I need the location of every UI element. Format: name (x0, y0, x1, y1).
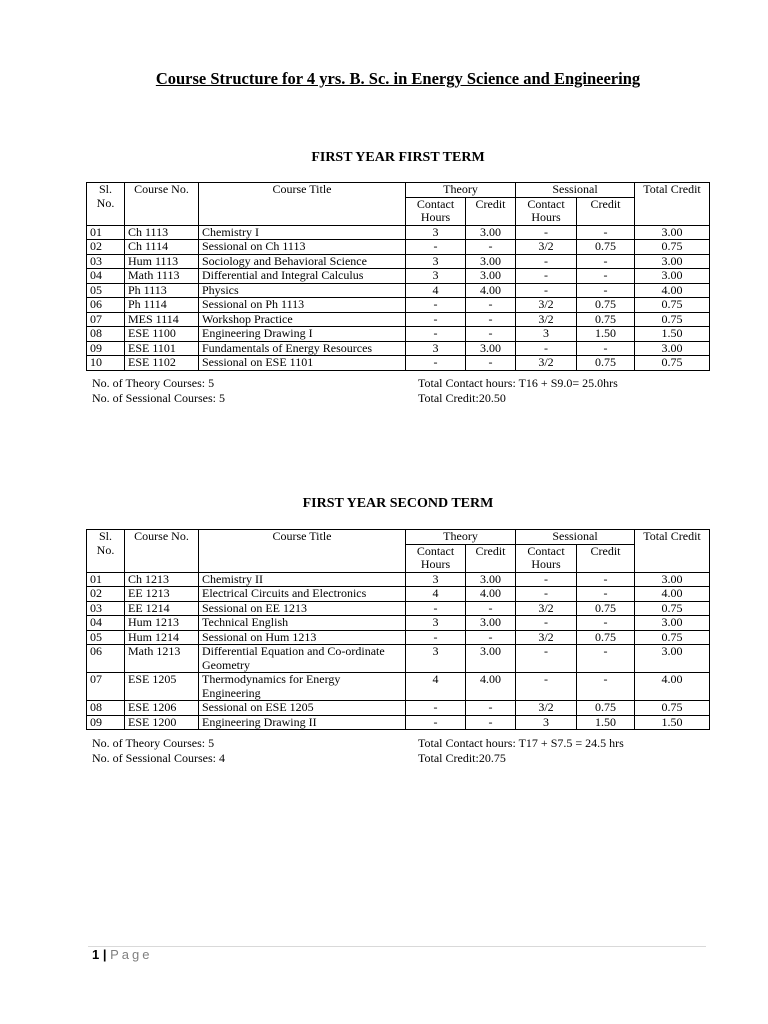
cell-sl: 06 (87, 645, 125, 673)
cell-sessional-credit: 1.50 (577, 715, 635, 730)
term-heading: FIRST YEAR SECOND TERM (302, 496, 494, 511)
cell-theory-credit: 3.00 (466, 616, 516, 631)
footer-rule (88, 946, 706, 947)
cell-course-no: Ch 1114 (125, 240, 199, 255)
cell-theory-credit: - (466, 240, 516, 255)
total-contact-hours: Total Contact hours: T17 + S7.5 = 24.5 hrs (418, 736, 624, 750)
col-header-theory: Theory (406, 183, 516, 198)
cell-theory-hours: - (406, 630, 466, 645)
cell-theory-credit: - (466, 298, 516, 313)
table-row (87, 269, 710, 284)
cell-course-title: Sessional on Ph 1113 (199, 298, 406, 313)
cell-theory-credit: - (466, 327, 516, 342)
cell-sessional-credit: 0.75 (577, 356, 635, 371)
cell-sessional-credit: 0.75 (577, 312, 635, 327)
col-header-sessional-credit: Credit (577, 197, 635, 225)
cell-course-title: Sociology and Behavioral Science (199, 254, 406, 269)
cell-theory-hours: - (406, 601, 466, 616)
total-credit: Total Credit:20.50 (418, 391, 506, 405)
cell-sl: 08 (87, 327, 125, 342)
cell-theory-credit: 4.00 (466, 673, 516, 701)
cell-course-no: Math 1113 (125, 269, 199, 284)
theory-course-count: No. of Theory Courses: 5 (92, 736, 215, 750)
cell-sessional-credit: 0.75 (577, 601, 635, 616)
cell-course-no: EE 1214 (125, 601, 199, 616)
cell-course-no: MES 1114 (125, 312, 199, 327)
cell-sl: 01 (87, 225, 125, 240)
cell-course-title: Chemistry I (199, 225, 406, 240)
cell-course-title: Engineering Drawing I (199, 327, 406, 342)
cell-total-credit: 3.00 (635, 616, 710, 631)
cell-total-credit: 0.75 (635, 240, 710, 255)
col-header-sessional-credit: Credit (577, 544, 635, 572)
document-title: Course Structure for 4 yrs. B. Sc. in Energy Science and Engineering (155, 69, 641, 88)
cell-sessional-credit: - (577, 572, 635, 587)
cell-total-credit: 1.50 (635, 327, 710, 342)
cell-sl: 03 (87, 601, 125, 616)
table-row (87, 587, 710, 602)
cell-sl: 05 (87, 630, 125, 645)
cell-total-credit: 0.75 (635, 601, 710, 616)
cell-sessional-credit: 0.75 (577, 240, 635, 255)
total-contact-hours: Total Contact hours: T16 + S9.0= 25.0hrs (418, 376, 618, 390)
cell-theory-hours: - (406, 701, 466, 716)
col-header-theory-credit: Credit (466, 544, 516, 572)
cell-theory-credit: 3.00 (466, 341, 516, 356)
cell-theory-credit: - (466, 630, 516, 645)
cell-sessional-hours: - (516, 341, 577, 356)
cell-sessional-credit: 0.75 (577, 701, 635, 716)
cell-total-credit: 3.00 (635, 341, 710, 356)
cell-course-no: Hum 1113 (125, 254, 199, 269)
course-table-body (87, 225, 710, 370)
cell-course-no: Ph 1114 (125, 298, 199, 313)
cell-total-credit: 0.75 (635, 298, 710, 313)
cell-total-credit: 3.00 (635, 645, 710, 673)
col-header-sessional-contact-hours: Contact Hours (516, 544, 577, 572)
cell-theory-hours: 3 (406, 225, 466, 240)
cell-sessional-hours: 3/2 (516, 298, 577, 313)
cell-course-title: Sessional on Ch 1113 (199, 240, 406, 255)
cell-total-credit: 4.00 (635, 587, 710, 602)
table-row (87, 630, 710, 645)
cell-sessional-credit: - (577, 645, 635, 673)
cell-sessional-hours: - (516, 673, 577, 701)
cell-course-no: Ch 1113 (125, 225, 199, 240)
cell-sessional-hours: - (516, 587, 577, 602)
cell-course-title: Sessional on Hum 1213 (199, 630, 406, 645)
cell-theory-credit: 3.00 (466, 269, 516, 284)
cell-course-title: Sessional on ESE 1205 (199, 701, 406, 716)
cell-sessional-hours: - (516, 254, 577, 269)
cell-sessional-credit: - (577, 225, 635, 240)
cell-total-credit: 0.75 (635, 701, 710, 716)
col-header-theory-contact-hours: Contact Hours (406, 197, 466, 225)
col-header-course-title: Course Title (199, 183, 406, 226)
col-header-total-credit: Total Credit (635, 530, 710, 573)
cell-theory-hours: - (406, 298, 466, 313)
cell-theory-hours: - (406, 240, 466, 255)
cell-theory-credit: - (466, 312, 516, 327)
cell-course-no: Ph 1113 (125, 283, 199, 298)
col-header-sl: Sl. No. (87, 530, 125, 573)
cell-sl: 08 (87, 701, 125, 716)
cell-sl: 04 (87, 269, 125, 284)
cell-theory-hours: 3 (406, 645, 466, 673)
term-summary (92, 736, 692, 766)
cell-total-credit: 0.75 (635, 630, 710, 645)
table-row (87, 225, 710, 240)
cell-sl: 07 (87, 673, 125, 701)
sessional-course-count: No. of Sessional Courses: 5 (92, 391, 225, 405)
cell-total-credit: 4.00 (635, 283, 710, 298)
cell-sessional-credit: 0.75 (577, 298, 635, 313)
table-row (87, 283, 710, 298)
cell-theory-hours: 3 (406, 616, 466, 631)
cell-sl: 09 (87, 715, 125, 730)
cell-theory-credit: 3.00 (466, 572, 516, 587)
cell-theory-hours: - (406, 327, 466, 342)
course-table-body (87, 572, 710, 730)
cell-course-no: ESE 1100 (125, 327, 199, 342)
cell-sessional-hours: - (516, 283, 577, 298)
course-table (86, 182, 710, 371)
cell-course-title: Electrical Circuits and Electronics (199, 587, 406, 602)
sessional-course-count: No. of Sessional Courses: 4 (92, 751, 225, 765)
cell-course-no: ESE 1102 (125, 356, 199, 371)
footer-separator: | (102, 947, 107, 962)
table-row (87, 341, 710, 356)
cell-theory-credit: - (466, 701, 516, 716)
table-row (87, 298, 710, 313)
page-number: 1 (92, 947, 100, 962)
cell-sessional-credit: - (577, 269, 635, 284)
cell-total-credit: 4.00 (635, 673, 710, 701)
cell-course-title: Thermodynamics for Energy Engineering (199, 673, 406, 701)
cell-theory-hours: - (406, 312, 466, 327)
cell-sl: 01 (87, 572, 125, 587)
cell-sl: 05 (87, 283, 125, 298)
cell-sessional-credit: - (577, 254, 635, 269)
cell-total-credit: 0.75 (635, 312, 710, 327)
cell-theory-hours: - (406, 715, 466, 730)
cell-course-title: Fundamentals of Energy Resources (199, 341, 406, 356)
cell-theory-hours: 4 (406, 587, 466, 602)
cell-theory-hours: 3 (406, 254, 466, 269)
table-row (87, 645, 710, 673)
cell-course-no: EE 1213 (125, 587, 199, 602)
table-row (87, 715, 710, 730)
cell-total-credit: 0.75 (635, 356, 710, 371)
cell-total-credit: 3.00 (635, 254, 710, 269)
cell-sl: 02 (87, 240, 125, 255)
cell-course-title: Chemistry II (199, 572, 406, 587)
cell-theory-credit: 3.00 (466, 225, 516, 240)
course-table (86, 529, 710, 730)
cell-theory-hours: 3 (406, 269, 466, 284)
cell-sl: 03 (87, 254, 125, 269)
cell-sessional-hours: - (516, 225, 577, 240)
cell-course-no: ESE 1206 (125, 701, 199, 716)
col-header-course-title: Course Title (199, 530, 406, 573)
col-header-theory-contact-hours: Contact Hours (406, 544, 466, 572)
page-label: Page (110, 947, 153, 962)
cell-theory-credit: - (466, 715, 516, 730)
cell-total-credit: 3.00 (635, 225, 710, 240)
table-row (87, 254, 710, 269)
cell-theory-credit: 4.00 (466, 587, 516, 602)
cell-course-no: Ch 1213 (125, 572, 199, 587)
col-header-total-credit: Total Credit (635, 183, 710, 226)
cell-sessional-credit: - (577, 616, 635, 631)
cell-sessional-hours: 3/2 (516, 701, 577, 716)
cell-sessional-hours: 3/2 (516, 312, 577, 327)
col-header-sl: Sl. No. (87, 183, 125, 226)
theory-course-count: No. of Theory Courses: 5 (92, 376, 215, 390)
cell-course-title: Sessional on EE 1213 (199, 601, 406, 616)
term-heading: FIRST YEAR FIRST TERM (311, 150, 485, 165)
cell-theory-hours: 3 (406, 341, 466, 356)
table-row (87, 601, 710, 616)
cell-course-no: ESE 1205 (125, 673, 199, 701)
cell-course-no: Hum 1214 (125, 630, 199, 645)
table-row (87, 240, 710, 255)
cell-sessional-hours: - (516, 645, 577, 673)
cell-total-credit: 1.50 (635, 715, 710, 730)
term-summary (92, 376, 692, 406)
cell-course-title: Sessional on ESE 1101 (199, 356, 406, 371)
table-row (87, 701, 710, 716)
cell-course-title: Differential and Integral Calculus (199, 269, 406, 284)
table-row (87, 616, 710, 631)
cell-sl: 04 (87, 616, 125, 631)
cell-course-no: Math 1213 (125, 645, 199, 673)
col-header-course-no: Course No. (125, 530, 199, 573)
cell-sessional-hours: 3 (516, 715, 577, 730)
cell-course-title: Engineering Drawing II (199, 715, 406, 730)
cell-sessional-hours: 3/2 (516, 630, 577, 645)
cell-course-no: ESE 1200 (125, 715, 199, 730)
cell-course-no: ESE 1101 (125, 341, 199, 356)
cell-theory-hours: - (406, 356, 466, 371)
cell-course-title: Technical English (199, 616, 406, 631)
cell-sessional-hours: 3/2 (516, 240, 577, 255)
table-row (87, 356, 710, 371)
table-row (87, 572, 710, 587)
total-credit: Total Credit:20.75 (418, 751, 506, 765)
cell-sessional-credit: - (577, 341, 635, 356)
col-header-course-no: Course No. (125, 183, 199, 226)
cell-theory-hours: 3 (406, 572, 466, 587)
cell-sl: 10 (87, 356, 125, 371)
table-row (87, 312, 710, 327)
col-header-sessional: Sessional (516, 530, 635, 545)
cell-theory-credit: - (466, 356, 516, 371)
cell-theory-hours: 4 (406, 283, 466, 298)
cell-course-title: Workshop Practice (199, 312, 406, 327)
cell-theory-credit: 3.00 (466, 254, 516, 269)
cell-sl: 02 (87, 587, 125, 602)
cell-total-credit: 3.00 (635, 269, 710, 284)
col-header-sessional-contact-hours: Contact Hours (516, 197, 577, 225)
cell-sessional-credit: - (577, 587, 635, 602)
table-row (87, 673, 710, 701)
cell-sessional-credit: - (577, 283, 635, 298)
cell-sl: 07 (87, 312, 125, 327)
cell-theory-credit: 3.00 (466, 645, 516, 673)
cell-sl: 06 (87, 298, 125, 313)
col-header-theory: Theory (406, 530, 516, 545)
cell-sessional-hours: - (516, 616, 577, 631)
cell-total-credit: 3.00 (635, 572, 710, 587)
cell-sessional-hours: 3/2 (516, 356, 577, 371)
cell-theory-credit: - (466, 601, 516, 616)
cell-sl: 09 (87, 341, 125, 356)
cell-course-title: Physics (199, 283, 406, 298)
cell-theory-credit: 4.00 (466, 283, 516, 298)
cell-sessional-credit: - (577, 673, 635, 701)
cell-course-no: Hum 1213 (125, 616, 199, 631)
cell-theory-hours: 4 (406, 673, 466, 701)
table-row (87, 327, 710, 342)
cell-course-title: Differential Equation and Co-ordinate Geometry (199, 645, 406, 673)
cell-sessional-credit: 0.75 (577, 630, 635, 645)
col-header-sessional: Sessional (516, 183, 635, 198)
col-header-theory-credit: Credit (466, 197, 516, 225)
cell-sessional-hours: 3 (516, 327, 577, 342)
cell-sessional-hours: - (516, 269, 577, 284)
page-footer (92, 947, 153, 962)
cell-sessional-hours: - (516, 572, 577, 587)
cell-sessional-hours: 3/2 (516, 601, 577, 616)
cell-sessional-credit: 1.50 (577, 327, 635, 342)
